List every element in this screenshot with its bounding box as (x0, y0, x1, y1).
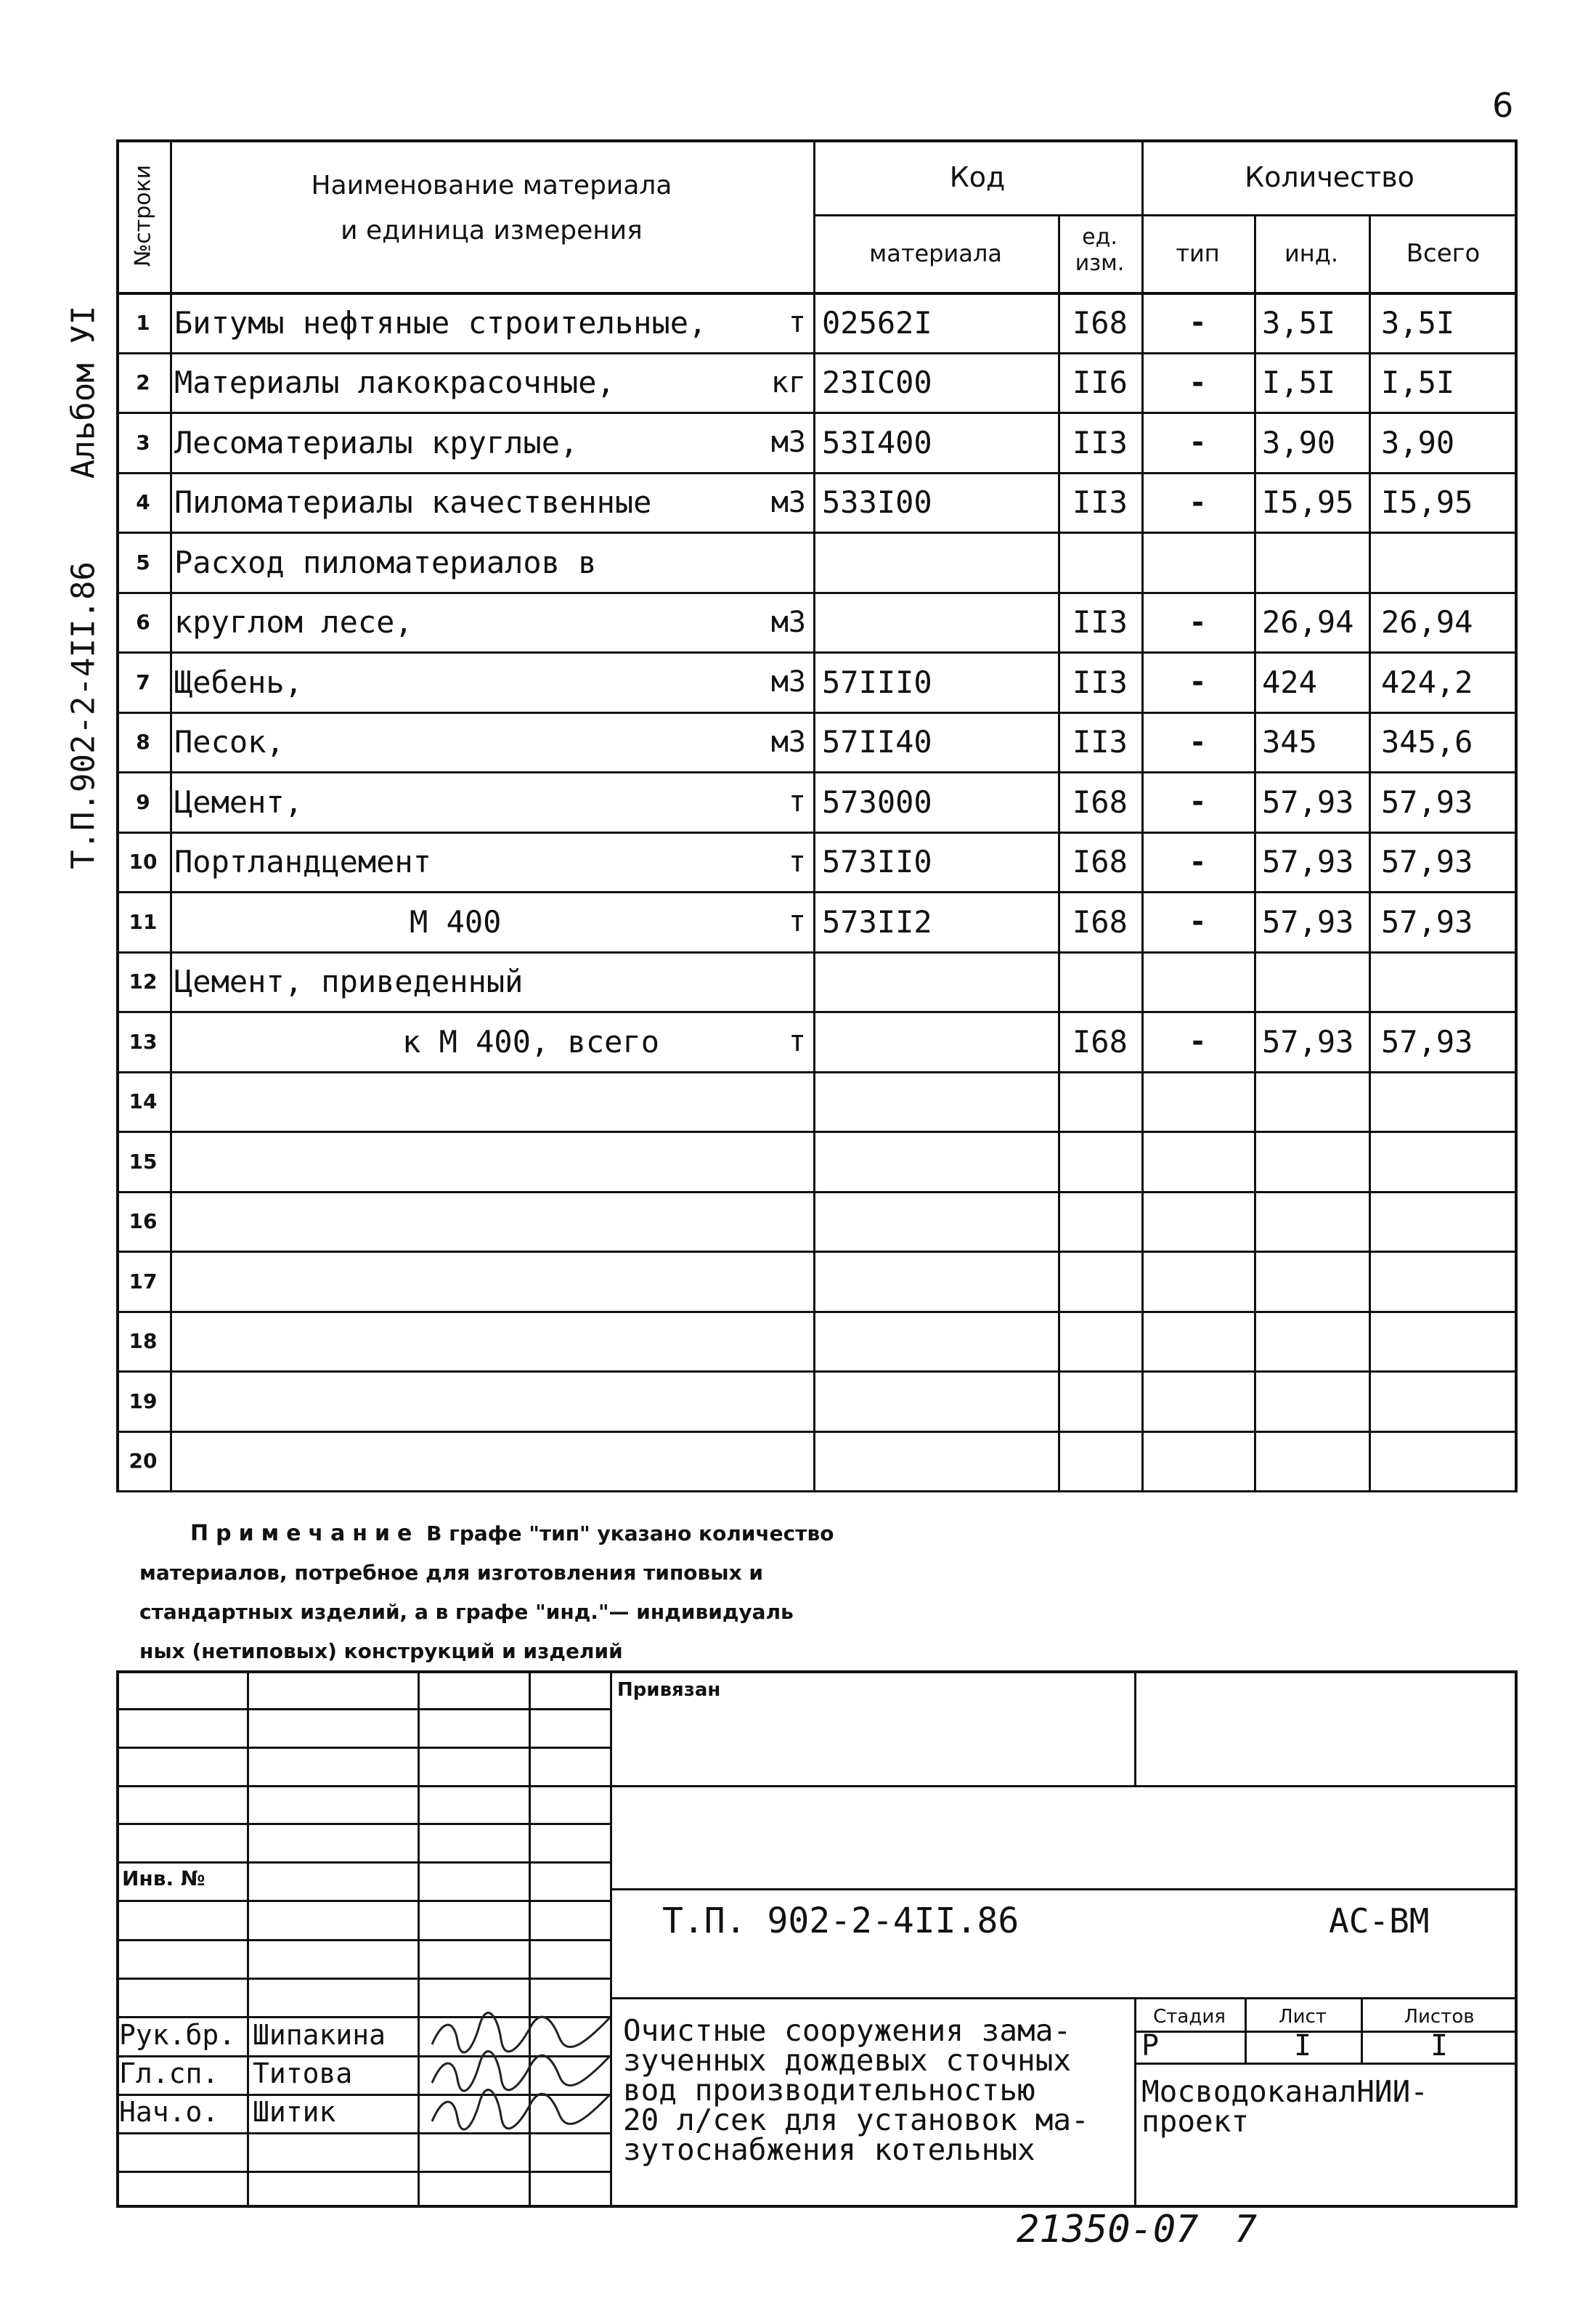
signatory-role: Рук.бр. (119, 2019, 236, 2051)
qty-total (1372, 535, 1514, 590)
handwritten-signature (428, 2089, 617, 2132)
header-row-number (116, 139, 170, 292)
row-number: 20 (129, 1449, 158, 1474)
organization-line-2: проект (1141, 2104, 1250, 2139)
qty-ind: 3,5I (1262, 304, 1336, 341)
qty-total: 424,2 (1381, 664, 1473, 700)
row-number: 9 (136, 789, 150, 814)
qty-tip (1141, 1253, 1254, 1309)
signatory-role: Нач.о. (119, 2096, 219, 2128)
qty-ind: I,5I (1262, 365, 1336, 401)
material-unit: м3 (770, 605, 806, 639)
material-name: Расход пиломатериалов в (174, 544, 597, 580)
material-name: М 400 (410, 903, 502, 940)
material-unit (741, 535, 806, 590)
row-line (116, 1311, 1518, 1313)
header-name-1: Наименование материала (311, 170, 672, 200)
row-number: 17 (129, 1269, 158, 1293)
signatory-name: Титова (253, 2057, 353, 2089)
signature-row-line (116, 1900, 610, 1902)
qty-tip: - (1189, 725, 1207, 759)
qty-ind: 424 (1262, 664, 1317, 700)
row-number: 16 (129, 1209, 158, 1234)
handwritten-signature (428, 2012, 617, 2055)
row-line (116, 832, 1518, 834)
material-name: Цемент, (174, 784, 304, 820)
row-number: 18 (129, 1329, 158, 1354)
unit-code: II3 (1072, 484, 1128, 521)
material-unit: т (788, 785, 806, 819)
material-code (822, 1434, 1054, 1490)
qty-ind: 57,93 (1262, 784, 1354, 820)
row-number: 10 (129, 850, 158, 874)
row-line (116, 651, 1518, 654)
signature-row-line (116, 2171, 610, 2173)
signatory-role: Гл.сп. (119, 2057, 219, 2089)
material-name (170, 1134, 736, 1190)
qty-total: 26,94 (1381, 604, 1473, 641)
material-code: 533I00 (822, 484, 932, 521)
header-code: Код (949, 160, 1006, 193)
inventory-number-label: Инв. № (122, 1866, 205, 1890)
material-unit (741, 1253, 806, 1309)
row-number: 5 (136, 550, 150, 574)
unit-code (1064, 954, 1140, 1010)
row-line (116, 1071, 1518, 1073)
qty-total: 57,93 (1381, 844, 1473, 880)
qty-tip (1141, 1434, 1254, 1490)
material-name (170, 1253, 736, 1309)
note-line-2: материалов, потребное для изготовления типовых и (139, 1561, 763, 1585)
note-text-1: В графе "тип" указано количество (419, 1521, 834, 1545)
material-code (822, 595, 1054, 651)
organization-line-1: МосводоканалНИИ- (1141, 2074, 1428, 2109)
row-line (116, 1490, 1518, 1492)
privyazan-bottom-line (610, 1785, 1518, 1787)
code-bottom-line (610, 1997, 1518, 1999)
material-unit: т (788, 306, 806, 340)
header-unit-line1: ед. (1082, 224, 1117, 250)
material-name: к М 400, всего (402, 1023, 660, 1060)
signature-row-line (116, 1861, 610, 1864)
qty-total (1372, 1314, 1514, 1370)
sheet-value: I (1293, 2029, 1312, 2063)
row-line (116, 1131, 1518, 1133)
qty-tip: - (1189, 905, 1207, 939)
unit-code: II3 (1072, 424, 1128, 460)
material-unit: т (788, 845, 806, 879)
row-number: 4 (136, 490, 150, 515)
material-code: 573II2 (822, 903, 932, 940)
unit-code (1064, 1253, 1140, 1309)
row-line (116, 1251, 1518, 1253)
row-number: 14 (129, 1089, 158, 1114)
material-unit: м3 (770, 426, 806, 460)
qty-total: I,5I (1381, 365, 1455, 401)
unit-code (1064, 1194, 1140, 1250)
sheets-label: Листов (1404, 2006, 1475, 2028)
unit-code: II6 (1072, 365, 1128, 401)
qty-tip: - (1189, 485, 1207, 519)
qty-ind: 57,93 (1262, 844, 1354, 880)
material-code (822, 1194, 1054, 1250)
qty-tip: - (1189, 365, 1207, 399)
project-title-line-2: зученных дождевых сточных (623, 2043, 1072, 2078)
qty-tip: - (1189, 665, 1207, 699)
material-unit (741, 1194, 806, 1250)
qty-total: 57,93 (1381, 1023, 1473, 1060)
qty-ind (1258, 535, 1369, 590)
qty-ind (1258, 954, 1369, 1010)
column-line (1058, 214, 1060, 1490)
note-line-4: ных (нетиповых) конструкций и изделий (139, 1639, 623, 1663)
material-name (170, 1074, 736, 1130)
header-row-number-text: №строки (130, 164, 156, 267)
unit-code (1064, 1134, 1140, 1190)
row-number: 6 (136, 610, 150, 635)
qty-total (1372, 1373, 1514, 1429)
material-name: Битумы нефтяные строительные, (174, 304, 707, 341)
material-code: 57II40 (822, 724, 932, 760)
unit-code (1064, 1074, 1140, 1130)
row-number: 12 (129, 970, 158, 994)
qty-tip (1141, 1373, 1254, 1429)
qty-total: 57,93 (1381, 903, 1473, 940)
row-number: 1 (136, 310, 150, 335)
qty-tip (1141, 1314, 1254, 1370)
qty-total: 3,90 (1381, 424, 1455, 460)
stamp-right-border (1515, 1670, 1518, 2208)
row-number: 2 (136, 370, 150, 395)
material-name: Лесоматериалы круглые, (174, 424, 579, 460)
privyazan-label: Привязан (617, 1679, 721, 1701)
qty-ind (1258, 1134, 1369, 1190)
material-name (170, 1434, 736, 1490)
row-line (116, 1431, 1518, 1433)
row-number: 7 (136, 670, 150, 694)
project-title-line-1: Очистные сооружения зама- (623, 2013, 1072, 2048)
row-line (116, 951, 1518, 954)
qty-tip: - (1189, 605, 1207, 639)
document-mark: АС-ВМ (1329, 1901, 1430, 1941)
qty-tip (1141, 535, 1254, 590)
stamp-top-border (116, 1670, 1518, 1673)
material-unit (741, 1314, 806, 1370)
material-name (170, 1194, 736, 1250)
sheets-value: I (1430, 2029, 1449, 2063)
side-album-label: Альбом УI (65, 305, 102, 479)
material-name: Материалы лакокрасочные, (174, 365, 615, 401)
row-line (116, 1370, 1518, 1373)
material-code (822, 1314, 1054, 1370)
qty-total: I5,95 (1381, 484, 1473, 521)
signatory-name: Шипакина (253, 2019, 386, 2051)
signature-row-line (116, 1785, 610, 1787)
qty-ind: 26,94 (1262, 604, 1354, 641)
row-line (116, 712, 1518, 714)
material-name: Щебень, (174, 664, 304, 700)
material-code: 02562I (822, 304, 932, 341)
unit-code: I68 (1072, 304, 1128, 341)
note-line-1 (139, 1514, 1083, 1553)
row-number: 13 (129, 1029, 158, 1054)
qty-tip: - (1189, 1025, 1207, 1059)
material-unit (741, 1074, 806, 1130)
signature-row-line (116, 1823, 610, 1825)
row-line (116, 472, 1518, 474)
qty-total (1372, 1253, 1514, 1309)
page-number: 6 (1492, 86, 1514, 125)
qty-ind (1258, 1074, 1369, 1130)
qty-tip (1141, 1074, 1254, 1130)
header-ind: инд. (1284, 239, 1338, 267)
material-code (822, 954, 1054, 1010)
signature-row-line (116, 1978, 610, 1980)
qty-ind: I5,95 (1262, 484, 1354, 521)
material-code: 573000 (822, 784, 932, 820)
qty-tip: - (1189, 845, 1207, 879)
material-code: 573II0 (822, 844, 932, 880)
unit-code: II3 (1072, 604, 1128, 641)
material-name (170, 1373, 736, 1429)
row-line (116, 1191, 1518, 1193)
stage-value: Р (1141, 2029, 1160, 2063)
material-name: круглом лесе, (174, 604, 413, 641)
qty-ind: 57,93 (1262, 903, 1354, 940)
privyazan-divider (1134, 1670, 1136, 1785)
qty-ind: 345 (1262, 724, 1317, 760)
qty-tip (1141, 954, 1254, 1010)
handwritten-signature (428, 2050, 617, 2094)
column-line (813, 139, 815, 1490)
material-code: 57III0 (822, 664, 932, 700)
qty-total: 345,6 (1381, 724, 1473, 760)
column-line (1254, 214, 1256, 1490)
qty-ind: 3,90 (1262, 424, 1336, 460)
sheet-label: Лист (1279, 2006, 1327, 2028)
qty-tip: - (1189, 785, 1207, 819)
unit-code: I68 (1072, 784, 1128, 820)
signature-column-line (247, 1670, 249, 2208)
qty-tip: - (1189, 426, 1207, 460)
header-unit (1058, 214, 1141, 292)
material-code (822, 1253, 1054, 1309)
organization-name (1141, 2074, 1428, 2139)
material-name: Пиломатериалы качественные (174, 484, 652, 521)
note-line-3: стандартных изделий, а в графе "инд."— индивидуаль (139, 1600, 794, 1624)
qty-total (1372, 1074, 1514, 1130)
column-line (1369, 214, 1371, 1490)
row-line (116, 891, 1518, 893)
material-unit: кг (770, 365, 806, 399)
archive-number (1017, 2208, 1257, 2251)
stage-value-line (1134, 2063, 1518, 2065)
header-unit-line2: изм. (1075, 251, 1125, 276)
unit-code (1064, 1434, 1140, 1490)
signature-row-line (116, 2132, 610, 2134)
material-unit (741, 1134, 806, 1190)
qty-ind (1258, 1314, 1369, 1370)
qty-tip (1141, 1134, 1254, 1190)
signature-row-line (116, 1747, 610, 1749)
note-block (139, 1514, 1083, 1671)
qty-tip: - (1189, 306, 1207, 340)
material-unit (741, 1373, 806, 1429)
material-name: Цемент, приведенный (174, 964, 524, 1000)
project-title (623, 2013, 1089, 2167)
qty-ind (1258, 1253, 1369, 1309)
material-unit (741, 954, 806, 1010)
side-project-label: Т.П.902-2-4II.86 (65, 561, 102, 869)
material-code (822, 535, 1054, 590)
header-name-2: и единица измерения (341, 215, 643, 245)
material-code (822, 1074, 1054, 1130)
material-unit: т (788, 905, 806, 939)
material-unit: м3 (770, 665, 806, 699)
qty-ind (1258, 1434, 1369, 1490)
signature-column-line (418, 1670, 420, 2208)
unit-code: I68 (1072, 1023, 1128, 1060)
row-number: 8 (136, 730, 150, 755)
row-line (116, 592, 1518, 594)
unit-code: I68 (1072, 844, 1128, 880)
project-title-line-3: вод производительностью (623, 2073, 1035, 2108)
row-line (116, 771, 1518, 773)
table-right-border (1515, 139, 1518, 1492)
code-top-line (610, 1888, 1518, 1890)
row-line (116, 412, 1518, 414)
qty-total (1372, 1134, 1514, 1190)
material-unit (741, 1434, 806, 1490)
header-material: материала (869, 239, 1002, 267)
unit-code (1064, 535, 1140, 590)
stamp-bottom-border (116, 2205, 1518, 2208)
row-line (116, 352, 1518, 354)
qty-ind (1258, 1373, 1369, 1429)
header-tip: тип (1176, 239, 1220, 267)
document-code: Т.П. 902-2-4II.86 (662, 1901, 1019, 1941)
unit-code: II3 (1072, 724, 1128, 760)
title-block (116, 1670, 1518, 2208)
row-number: 15 (129, 1149, 158, 1174)
qty-ind (1258, 1194, 1369, 1250)
qty-total (1372, 1434, 1514, 1490)
archive-number-sheet: 7 (1234, 2208, 1258, 2251)
unit-code: I68 (1072, 903, 1128, 940)
row-line (116, 532, 1518, 534)
row-number: 3 (136, 430, 150, 455)
project-title-line-5: зутоснабжения котельных (623, 2132, 1035, 2167)
row-number: 11 (129, 909, 158, 934)
note-label: Примечание (190, 1521, 420, 1546)
signature-row-line (116, 1708, 610, 1710)
qty-ind: 57,93 (1262, 1023, 1354, 1060)
qty-tip (1141, 1194, 1254, 1250)
material-code (822, 1134, 1054, 1190)
material-name: Песок, (174, 724, 285, 760)
materials-table (116, 139, 1518, 1505)
material-unit: м3 (770, 485, 806, 519)
material-unit: т (788, 1025, 806, 1059)
material-code: 53I400 (822, 424, 932, 460)
archive-number-code: 21350-07 (1017, 2208, 1199, 2251)
signatory-name: Шитик (253, 2096, 336, 2128)
qty-total: 3,5I (1381, 304, 1455, 341)
qty-total (1372, 1194, 1514, 1250)
row-number: 19 (129, 1389, 158, 1413)
stage-label: Стадия (1153, 2006, 1226, 2028)
material-code: 23IC00 (822, 365, 932, 401)
header-total: Всего (1406, 238, 1481, 268)
unit-code (1064, 1373, 1140, 1429)
qty-total: 57,93 (1381, 784, 1473, 820)
header-quantity: Количество (1245, 160, 1414, 193)
unit-code: II3 (1072, 664, 1128, 700)
qty-total (1372, 954, 1514, 1010)
material-name: Портландцемент (174, 844, 432, 880)
signature-row-line (116, 1939, 610, 1941)
material-name (170, 1314, 736, 1370)
unit-code (1064, 1314, 1140, 1370)
material-code (822, 1373, 1054, 1429)
project-title-line-4: 20 л/сек для установок ма- (623, 2102, 1089, 2137)
row-line (116, 1011, 1518, 1013)
material-code (822, 1014, 1054, 1070)
material-unit: м3 (770, 725, 806, 759)
